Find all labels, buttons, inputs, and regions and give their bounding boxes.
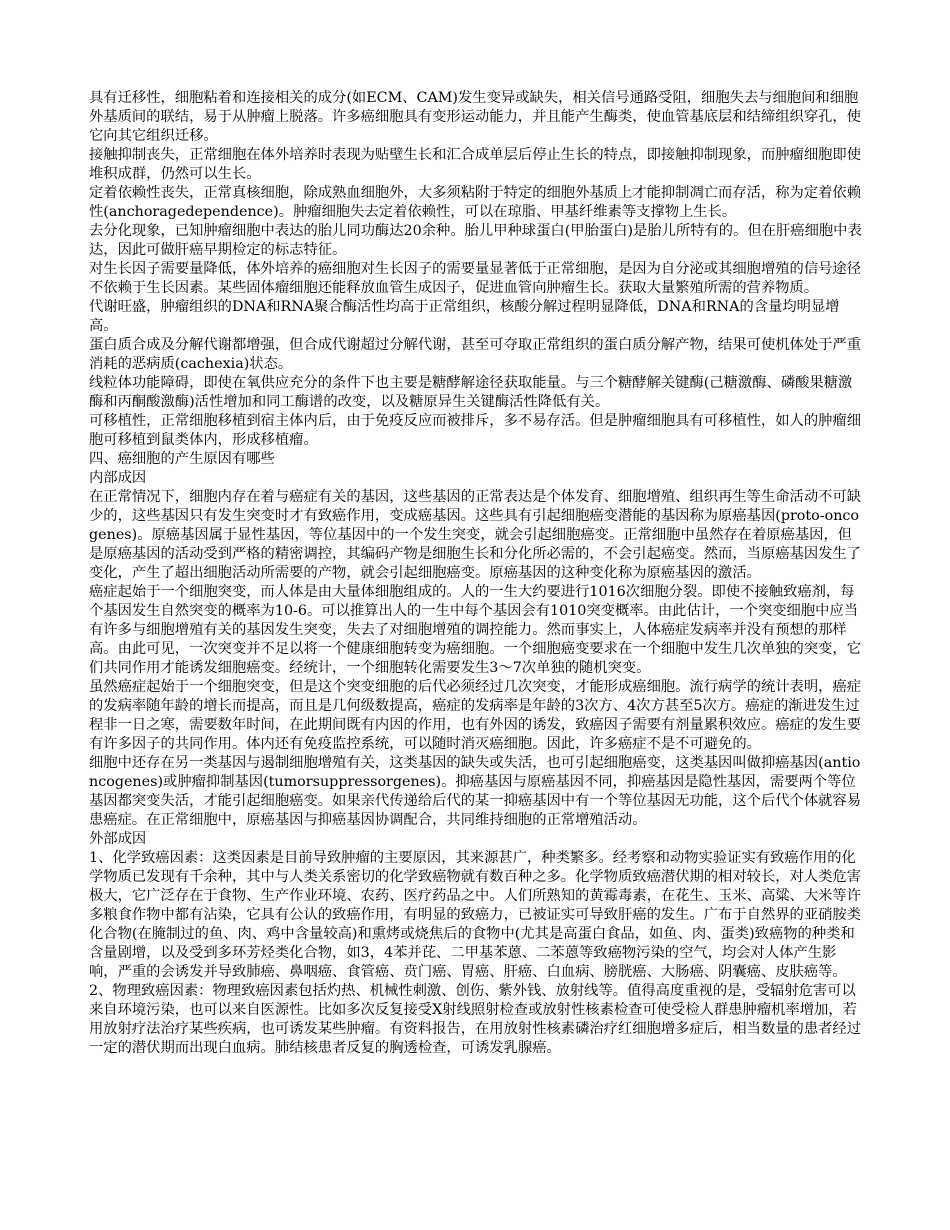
paragraph-growth-factor: 对生长因子需要量降低，体外培养的癌细胞对生长因子的需要量显著低于正常细胞，是因为自分泌或其细胞增殖的信号途径不依赖于生长因素。某些固体瘤细胞还能释放血管生成因子，促进血管向肿瘤生长。获取大量繁殖所需的营养物质。: [89, 261, 862, 296]
subheading-external-causes: 外部成因: [89, 831, 147, 847]
paragraph-transplantability: 可移植性，正常细胞移植到宿主体内后，由于免疫反应而被排斥，多不易存活。但是肿瘤细胞具有可移植性，如人的肿瘤细胞可移植到鼠类体内，形成移植瘤。: [89, 413, 862, 448]
paragraph-physical-factors: 2、物理致癌因素：物理致癌因素包括灼热、机械性刺激、创伤、紫外钱、放射线等。值得高度重视的是，受辐射危害可以来自环境污染，也可以来自医源性。比如多次反复接受X射线照射检查或放射性核素检查可使受检人群患肿瘤机率增加，若用放射疗法治疗某些疾病，也可诱发某些肿瘤。有资料报告，在用放射性核素磷治疗红细胞增多症后，相当数量的患者经过一定的潜伏期而出现白血病。肺结核患者反复的胸透检查，可诱发乳腺癌。: [89, 983, 862, 1056]
paragraph-mitochondria: 线粒体功能障碍，即使在氧供应充分的条件下也主要是糖酵解途径获取能量。与三个糖酵解关键酶(己糖激酶、磷酸果糖激酶和丙酮酸激酶)活性增加和同工酶谱的改变，以及糖原异生关键酶活性降低有关。: [89, 375, 853, 410]
paragraph-proto-oncogenes: 在正常情况下，细胞内存在着与癌症有关的基因，这些基因的正常表达是个体发育、细胞增殖、组织再生等生命活动不可缺少的，这些基因只有发生突变时才有致癌作用，变成癌基因。这些具有引起细胞癌变潜能的基因称为原癌基因(proto-oncogenes)。原癌基因属于显性基因，等位基因中的一个发生突变，就会引起细胞癌变。正常细胞中虽然存在着原癌基因，但是原癌基因的活动受到严格的精密调控，其编码产物是细胞生长和分化所必需的，不会引起癌变。然而，当原癌基因发生了变化，产生了超出细胞活动所需要的产物，就会引起细胞癌变。原癌基因的这种变化称为原癌基因的激活。: [89, 489, 862, 581]
paragraph-chemical-factors: 1、化学致癌因素：这类因素是目前导致肿瘤的主要原因，其来源甚广，种类繁多。经考察和动物实验证实有致癌作用的化学物质已发现有千余种，其中与人类关系密切的化学致癌物就有数百种之多。化学物质致癌潜伏期的相对较长，对人类危害极大，它广泛存在于食物、生产作业环境、农药、医疗药品之中。人们所熟知的黄霉毒素，在花生、玉米、高粱、大米等许多粮食作物中都有沾染，它具有公认的致癌作用，有明显的致癌力，已被证实可导致肝癌的发生。广布于自然界的亚硝胺类化合物(在腌制过的鱼、肉、鸡中含量较高)和熏烤或烧焦后的食物中(尤其是高蛋白食品，如鱼、肉、蛋类)致癌物的种类和含量剧增，以及受到多环芳烃类化合物，如3，4苯并芘、二甲基苯蒽、二苯蒽等致癌物污染的空气，均会对人体产生影响，严重的会诱发并导致肺癌、鼻咽癌、食管癌、贲门癌、胃癌、肝癌、白血病、膀胱癌、大肠癌、阴囊癌、皮肤癌等。: [89, 850, 862, 980]
paragraph-anchorage: 定着依赖性丧失，正常真核细胞，除成熟血细胞外，大多须粘附于特定的细胞外基质上才能抑制凋亡而存活，称为定着依赖性(anchoragedependence)。肿瘤细胞失去定着依赖性，可以在琼脂、甲基纤维素等支撑物上生长。: [89, 185, 862, 220]
paragraph-metabolism: 代谢旺盛，肿瘤组织的DNA和RNA聚合酶活性均高于正常组织，核酸分解过程明显降低，DNA和RNA的含量均明显增高。: [89, 299, 840, 334]
paragraph-migration: 具有迁移性，细胞粘着和连接相关的成分(如ECM、CAM)发生变异或缺失，相关信号通路受阻，细胞失去与细胞间和细胞外基质间的联结，易于从肿瘤上脱落。许多癌细胞具有变形运动能力，并且能产生酶类，使血管基底层和结缔组织穿孔，使它向其它组织迁移。: [89, 90, 862, 144]
paragraph-antioncogenes: 细胞中还存在另一类基因与遏制细胞增殖有关，这类基因的缺失或失活，也可引起细胞癌变，这类基因叫做抑癌基因(antioncogenes)或肿瘤抑制基因(tumorsuppressorgenes)。抑癌基因与原癌基因不同，抑癌基因是隐性基因，需要两个等位基因都突变失活，才能引起细胞癌变。如果亲代传递给后代的某一抑癌基因中有一个等位基因无功能，这个后代个体就容易患癌症。在正常细胞中，原癌基因与抑癌基因协调配合，共同维持细胞的正常增殖活动。: [89, 755, 862, 828]
subheading-internal-causes: 内部成因: [89, 470, 147, 486]
paragraph-contact-inhibition: 接触抑制丧失，正常细胞在体外培养时表现为贴壁生长和汇合成单层后停止生长的特点，即接触抑制现象，而肿瘤细胞即使堆积成群，仍然可以生长。: [89, 147, 862, 182]
paragraph-protein-metabolism: 蛋白质合成及分解代谢都增强，但合成代谢超过分解代谢，甚至可夺取正常组织的蛋白质分解产物，结果可使机体处于严重消耗的恶病质(cachexia)状态。: [89, 337, 862, 372]
document-body: [89, 89, 864, 1058]
paragraph-dedifferentiation: 去分化现象，已知肿瘤细胞中表达的胎儿同功酶达20余种。胎儿甲种球蛋白(甲胎蛋白)是胎儿所特有的。但在肝癌细胞中表达，因此可做肝癌早期检定的标志特征。: [89, 223, 862, 258]
paragraph-cell-mutation: 癌症起始于一个细胞突变，而人体是由大量体细胞组成的。人的一生大约要进行1016次细胞分裂。即使不接触致癌剂，每个基因发生自然突变的概率为10-6。可以推算出人的一生中每个基因会有1010突变概率。由此估计，一个突变细胞中应当有许多与细胞增殖有关的基因发生突变，失去了对细胞增殖的调控能力。然而事实上，人体癌症发病率并没有预想的那样高。由此可见，一次突变并不足以将一个健康细胞转变为癌细胞。一个细胞癌变要求在一个细胞中发生几次单独的突变，它们共同作用才能诱发细胞癌变。经统计，一个细胞转化需要发生3～7次单独的随机突变。: [89, 584, 862, 676]
paragraph-epidemiology: 虽然癌症起始于一个细胞突变，但是这个突变细胞的后代必须经过几次突变，才能形成癌细胞。流行病学的统计表明，癌症的发病率随年龄的增长而提高，而且是几何级数提高，癌症的发病率是年龄的3次方、4次方甚至5次方。癌症的渐进发生过程非一日之寒，需要数年时间，在此期间既有内因的作用，也有外因的诱发，致癌因子需要有剂量累积效应。癌症的发生要有许多因子的共同作用。体内还有免疫监控系统，可以随时消灭癌细胞。因此，许多癌症不是不可避免的。: [89, 679, 862, 752]
section-heading-causes: 四、癌细胞的产生原因有哪些: [89, 451, 275, 467]
